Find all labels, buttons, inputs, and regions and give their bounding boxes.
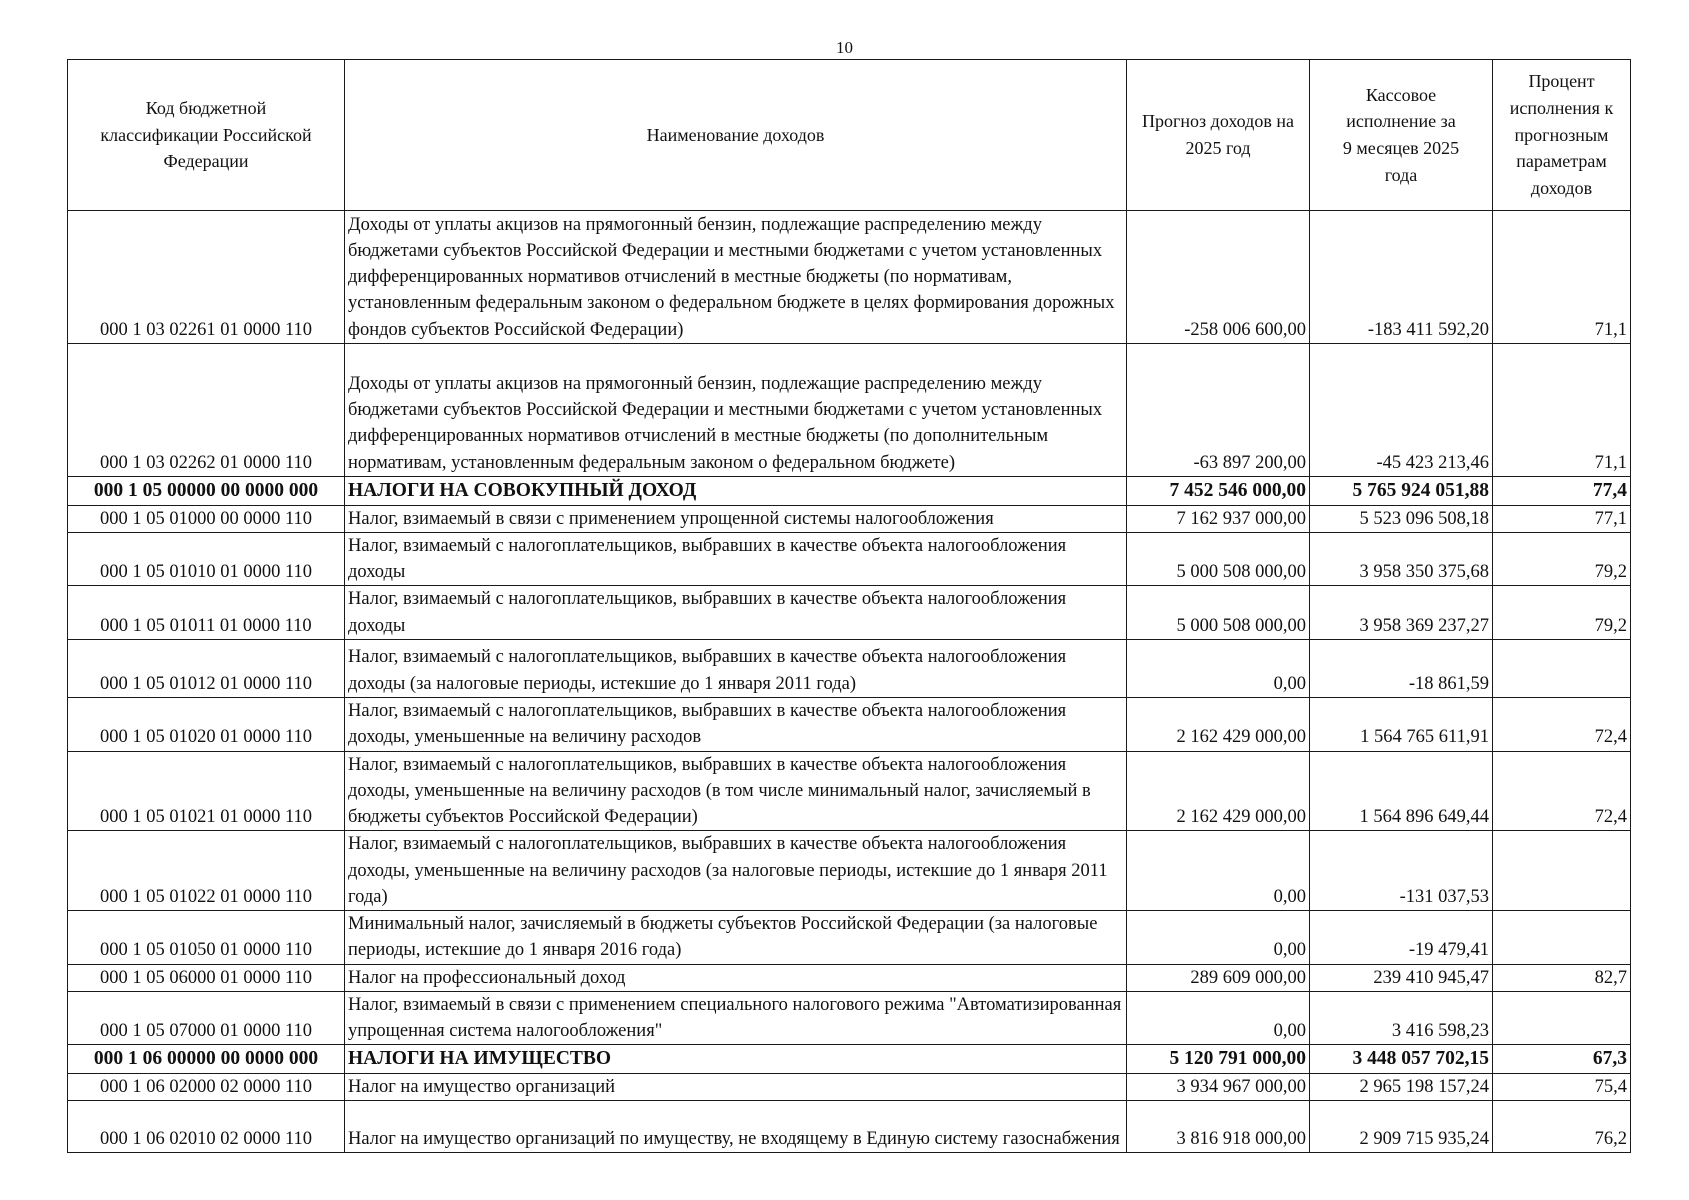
row-percent: 79,2	[1493, 586, 1631, 640]
row-percent	[1493, 991, 1631, 1045]
row-forecast: -258 006 600,00	[1127, 211, 1310, 344]
row-code: 000 1 05 01020 01 0000 110	[68, 698, 345, 752]
row-actual: 5 523 096 508,18	[1310, 505, 1493, 532]
row-forecast: 7 162 937 000,00	[1127, 505, 1310, 532]
row-forecast: 289 609 000,00	[1127, 964, 1310, 991]
table-row	[68, 505, 1631, 532]
table-row	[68, 640, 1631, 698]
row-forecast: 5 120 791 000,00	[1127, 1045, 1310, 1074]
row-percent: 75,4	[1493, 1074, 1631, 1101]
row-forecast: 2 162 429 000,00	[1127, 698, 1310, 752]
header-forecast: Прогноз доходов на 2025 год	[1127, 60, 1310, 211]
row-percent: 71,1	[1493, 211, 1631, 344]
table-row	[68, 344, 1631, 477]
row-actual: -18 861,59	[1310, 640, 1493, 698]
row-name: Налог, взимаемый с налогоплательщиков, выбравших в качестве объекта налогообложения доходы, уменьшенные на величину расходов (в том числе минимальный налог, зачисляемый в бюджеты субъектов Российской Федерации)	[345, 751, 1127, 831]
row-actual: 2 965 198 157,24	[1310, 1074, 1493, 1101]
row-percent: 82,7	[1493, 964, 1631, 991]
row-name: Налог, взимаемый с налогоплательщиков, выбравших в качестве объекта налогообложения доходы, уменьшенные на величину расходов (за налоговые периоды, истекшие до 1 января 2011 года)	[345, 831, 1127, 911]
row-percent	[1493, 831, 1631, 911]
table-row	[68, 751, 1631, 831]
table-row	[68, 831, 1631, 911]
row-percent: 77,4	[1493, 477, 1631, 506]
row-actual: 1 564 765 611,91	[1310, 698, 1493, 752]
row-actual: 5 765 924 051,88	[1310, 477, 1493, 506]
header-code: Код бюджетной классификации Российской Федерации	[68, 60, 345, 211]
row-code: 000 1 05 01050 01 0000 110	[68, 911, 345, 965]
row-actual: 3 416 598,23	[1310, 991, 1493, 1045]
row-code: 000 1 05 01012 01 0000 110	[68, 640, 345, 698]
table-row	[68, 211, 1631, 344]
row-code: 000 1 05 06000 01 0000 110	[68, 964, 345, 991]
table-row	[68, 991, 1631, 1045]
header-actual: Кассовое исполнение за 9 месяцев 2025 года	[1310, 60, 1493, 211]
row-forecast: 0,00	[1127, 991, 1310, 1045]
row-percent: 71,1	[1493, 344, 1631, 477]
row-actual: 1 564 896 649,44	[1310, 751, 1493, 831]
row-name: НАЛОГИ НА СОВОКУПНЫЙ ДОХОД	[345, 477, 1127, 506]
row-forecast: 5 000 508 000,00	[1127, 532, 1310, 586]
row-actual: 3 958 350 375,68	[1310, 532, 1493, 586]
table-row	[68, 1101, 1631, 1153]
row-code: 000 1 06 02000 02 0000 110	[68, 1074, 345, 1101]
table-header-row	[68, 60, 1631, 211]
row-actual: 2 909 715 935,24	[1310, 1101, 1493, 1153]
row-percent: 79,2	[1493, 532, 1631, 586]
row-code: 000 1 03 02262 01 0000 110	[68, 344, 345, 477]
row-forecast: 3 934 967 000,00	[1127, 1074, 1310, 1101]
budget-revenue-table	[67, 59, 1631, 1153]
row-actual: -19 479,41	[1310, 911, 1493, 965]
row-percent	[1493, 640, 1631, 698]
row-code: 000 1 05 07000 01 0000 110	[68, 991, 345, 1045]
table-row	[68, 532, 1631, 586]
row-name: НАЛОГИ НА ИМУЩЕСТВО	[345, 1045, 1127, 1074]
row-percent: 72,4	[1493, 751, 1631, 831]
header-percent: Процент исполнения к прогнозным параметрам доходов	[1493, 60, 1631, 211]
row-forecast: 0,00	[1127, 831, 1310, 911]
header-name: Наименование доходов	[345, 60, 1127, 211]
page-number: 10	[836, 38, 853, 57]
row-name: Налог, взимаемый в связи с применением специального налогового режима "Автоматизированная упрощенная система налогообложения"	[345, 991, 1127, 1045]
row-name: Налог, взимаемый с налогоплательщиков, выбравших в качестве объекта налогообложения доходы	[345, 586, 1127, 640]
row-forecast: 0,00	[1127, 640, 1310, 698]
row-percent: 77,1	[1493, 505, 1631, 532]
row-actual: -131 037,53	[1310, 831, 1493, 911]
row-forecast: 2 162 429 000,00	[1127, 751, 1310, 831]
row-code: 000 1 05 01022 01 0000 110	[68, 831, 345, 911]
table-row	[68, 911, 1631, 965]
row-name: Налог на имущество организаций по имуществу, не входящему в Единую систему газоснабжения	[345, 1101, 1127, 1153]
row-forecast: 7 452 546 000,00	[1127, 477, 1310, 506]
row-actual: 3 958 369 237,27	[1310, 586, 1493, 640]
row-name: Доходы от уплаты акцизов на прямогонный бензин, подлежащие распределению между бюджетами субъектов Российской Федерации и местными бюджетами с учетом установленных дифференцированных нормативов отчислений в местные бюджеты (по дополнительным нормативам, установленным федеральным законом о федеральном бюджете)	[345, 344, 1127, 477]
row-code: 000 1 05 01010 01 0000 110	[68, 532, 345, 586]
row-actual: -183 411 592,20	[1310, 211, 1493, 344]
row-code: 000 1 03 02261 01 0000 110	[68, 211, 345, 344]
row-actual: 239 410 945,47	[1310, 964, 1493, 991]
row-forecast: 3 816 918 000,00	[1127, 1101, 1310, 1153]
table-row	[68, 1045, 1631, 1074]
row-code: 000 1 05 01021 01 0000 110	[68, 751, 345, 831]
table-body	[68, 211, 1631, 1153]
row-code: 000 1 05 01011 01 0000 110	[68, 586, 345, 640]
row-code: 000 1 06 02010 02 0000 110	[68, 1101, 345, 1153]
row-forecast: 5 000 508 000,00	[1127, 586, 1310, 640]
row-name: Доходы от уплаты акцизов на прямогонный бензин, подлежащие распределению между бюджетами субъектов Российской Федерации и местными бюджетами с учетом установленных дифференцированных нормативов отчислений в местные бюджеты (по нормативам, установленным федеральным законом о федеральном бюджете в целях формирования дорожных фондов субъектов Российской Федерации)	[345, 211, 1127, 344]
row-name: Налог, взимаемый в связи с применением упрощенной системы налогообложения	[345, 505, 1127, 532]
row-code: 000 1 06 00000 00 0000 000	[68, 1045, 345, 1074]
row-forecast: -63 897 200,00	[1127, 344, 1310, 477]
row-percent: 67,3	[1493, 1045, 1631, 1074]
row-percent	[1493, 911, 1631, 965]
table-row	[68, 477, 1631, 506]
table-row	[68, 698, 1631, 752]
row-name: Налог, взимаемый с налогоплательщиков, выбравших в качестве объекта налогообложения доходы (за налоговые периоды, истекшие до 1 января 2011 года)	[345, 640, 1127, 698]
row-code: 000 1 05 01000 00 0000 110	[68, 505, 345, 532]
table-row	[68, 964, 1631, 991]
row-name: Налог, взимаемый с налогоплательщиков, выбравших в качестве объекта налогообложения доходы	[345, 532, 1127, 586]
row-forecast: 0,00	[1127, 911, 1310, 965]
row-name: Минимальный налог, зачисляемый в бюджеты субъектов Российской Федерации (за налоговые периоды, истекшие до 1 января 2016 года)	[345, 911, 1127, 965]
table-row	[68, 586, 1631, 640]
row-code: 000 1 05 00000 00 0000 000	[68, 477, 345, 506]
row-name: Налог, взимаемый с налогоплательщиков, выбравших в качестве объекта налогообложения доходы, уменьшенные на величину расходов	[345, 698, 1127, 752]
row-percent: 76,2	[1493, 1101, 1631, 1153]
row-actual: 3 448 057 702,15	[1310, 1045, 1493, 1074]
row-percent: 72,4	[1493, 698, 1631, 752]
row-name: Налог на профессиональный доход	[345, 964, 1127, 991]
row-actual: -45 423 213,46	[1310, 344, 1493, 477]
table-row	[68, 1074, 1631, 1101]
row-name: Налог на имущество организаций	[345, 1074, 1127, 1101]
